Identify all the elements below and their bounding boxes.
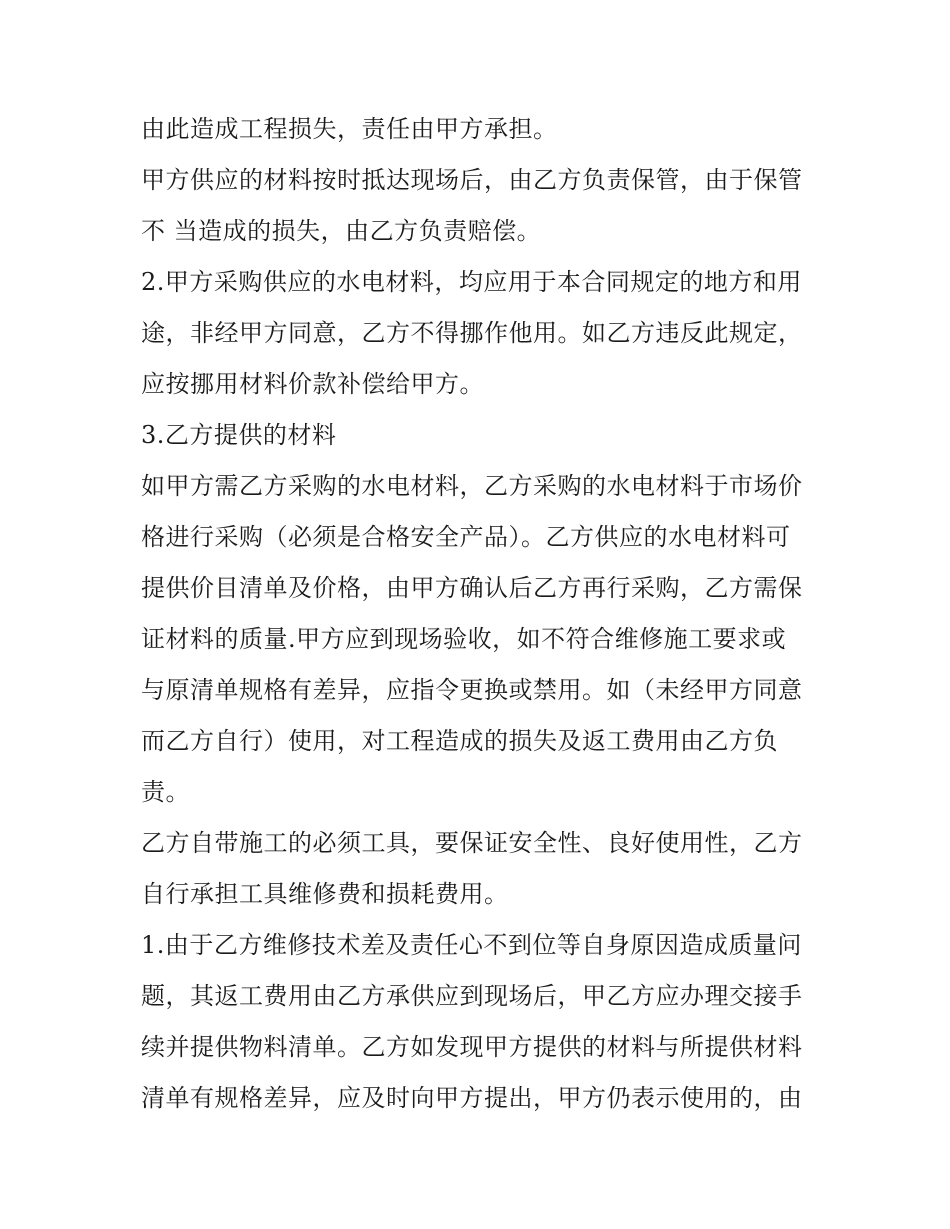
text-line: 而乙方自行）使用，对工程造成的损失及返工费用由乙方负 — [141, 727, 778, 755]
text-line: 途，非经甲方同意，乙方不得挪作他用。如乙方违反此规定， — [141, 319, 803, 347]
text-line: 乙方自带施工的必须工具，要保证安全性、良好使用性，乙方 — [141, 829, 803, 857]
text-line: 证材料的质量.甲方应到现场验收，如不符合维修施工要求或 — [141, 625, 787, 653]
text-line: 不 当造成的损失，由乙方负责赔偿。 — [141, 217, 542, 245]
text-line: 由此造成工程损失，责任由甲方承担。 — [141, 115, 558, 143]
text-line: 题，其返工费用由乙方承供应到现场后，甲乙方应办理交接手 — [141, 982, 803, 1010]
text-line: 提供价目清单及价格，由甲方确认后乙方再行采购，乙方需保 — [141, 574, 803, 602]
text-line: 格进行采购（必须是合格安全产品）。乙方供应的水电材料可 — [141, 523, 791, 551]
text-line: 自行承担工具维修费和损耗费用。 — [141, 880, 509, 908]
text-line: 与原清单规格有差异，应指令更换或禁用。如（未经甲方同意 — [141, 676, 803, 704]
text-line: 应按挪用材料价款补偿给甲方。 — [141, 370, 484, 398]
section-heading: 3.乙方提供的材料 — [141, 421, 337, 449]
text-line: 甲方供应的材料按时抵达现场后，由乙方负责保管，由于保管 — [141, 166, 803, 194]
text-line: 清单有规格差异，应及时向甲方提出，甲方仍表示使用的，由 — [141, 1084, 803, 1112]
text-line: 1.由于乙方维修技术差及责任心不到位等自身原因造成质量问 — [141, 931, 802, 959]
text-line: 责。 — [141, 778, 190, 806]
text-line: 续并提供物料清单。乙方如发现甲方提供的材料与所提供材料 — [141, 1033, 803, 1061]
text-line: 2.甲方采购供应的水电材料，均应用于本合同规定的地方和用 — [141, 268, 802, 296]
text-line: 如甲方需乙方采购的水电材料，乙方采购的水电材料于市场价 — [141, 472, 803, 500]
